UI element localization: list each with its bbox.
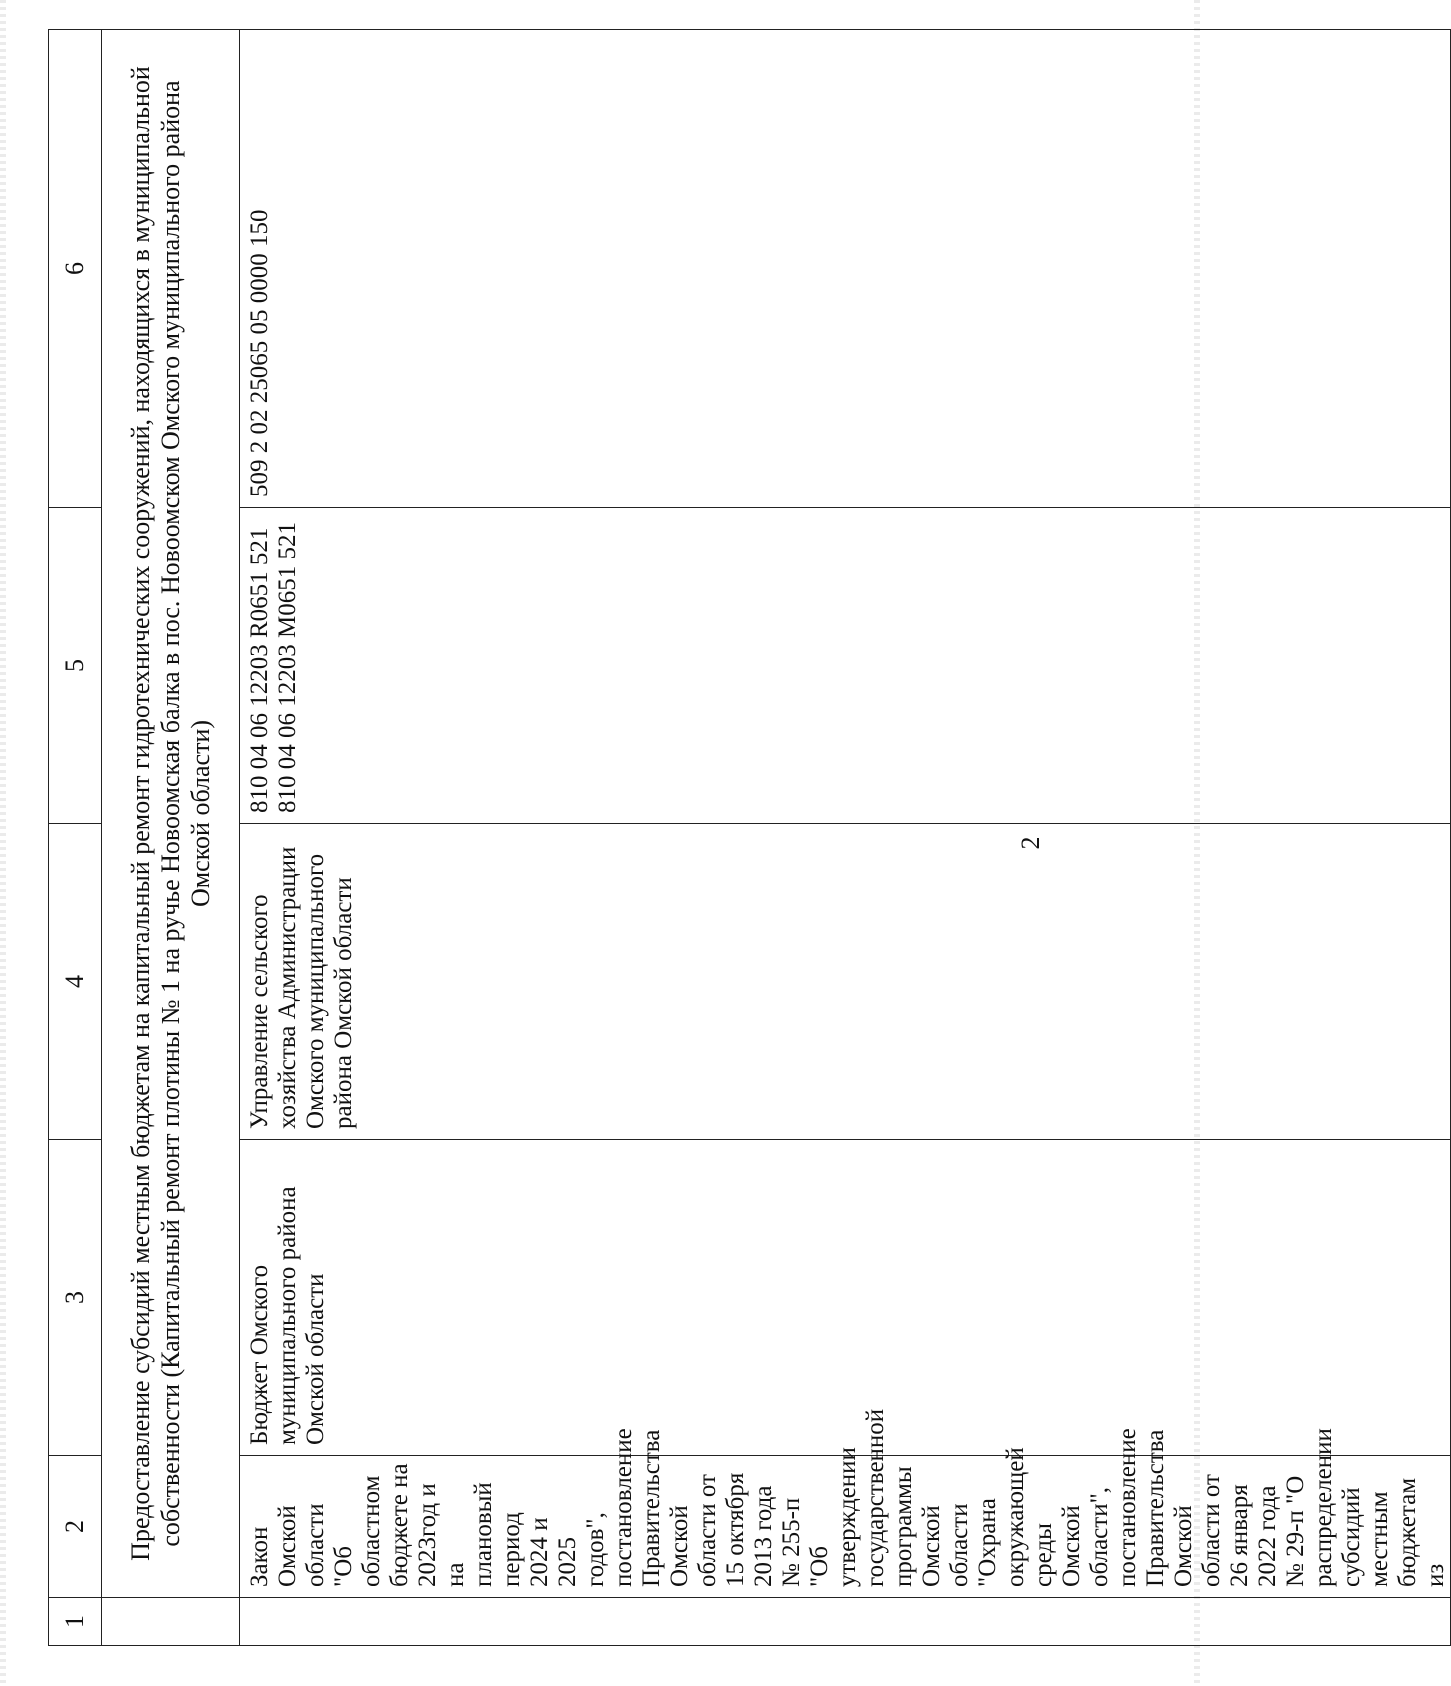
column-number-6: 6 <box>49 30 102 508</box>
column-number-2: 2 <box>49 1456 102 1598</box>
column-number-3: 3 <box>49 1140 102 1456</box>
budget-text: Бюджет Омского муниципального района Омской области <box>246 1186 329 1445</box>
column-number-4: 4 <box>49 824 102 1140</box>
title-row-number-cell <box>102 1598 240 1646</box>
revenue-code-cell <box>240 30 1451 508</box>
legal-basis-cell <box>240 1408 1451 1598</box>
expense-code-2: 810 04 06 12203 M0651 521 <box>274 522 301 813</box>
administrator-cell <box>240 824 1451 1140</box>
budget-table <box>48 29 1451 1646</box>
row-number-cell <box>240 1598 1451 1646</box>
section-title: Предоставление субсидий местным бюджетам на капитальный ремонт гидротехнических сооружений, находящихся в муниципальной собственности (Капитальный ремонт плотины № 1 на ручье Новоомская балка в пос. Новоомском Омского муниципального района Омской области) <box>102 30 240 1598</box>
administrator-text: Управление сельского хозяйства Администрации Омского муниципального района Омской области <box>246 846 357 1129</box>
column-number-5: 5 <box>49 508 102 824</box>
legal-basis-text: Закон Омской области "Об областном бюджете на 2023год и на плановый период 2024 и 2025 годов", постановление Правительства Омской области от 15 октября 2013 года № 255-п "Об утверждении государственной программы Омской области "Охрана окружающей среды Омской области", постановление Правительства Омской области от 26 января 2022 года № 29-п "О распределении субсидий местным бюджетам из <box>246 1408 1449 1587</box>
column-number-row <box>49 30 102 1646</box>
revenue-code-text: 509 2 02 25065 05 0000 150 <box>246 209 273 497</box>
expense-codes-cell <box>240 508 1451 824</box>
page-number: 2 <box>1016 836 1045 850</box>
budget-cell <box>240 1140 1451 1456</box>
expense-code-1: 810 04 06 12203 R0651 521 <box>246 527 273 813</box>
table-row <box>240 30 1451 1646</box>
column-number-1: 1 <box>49 1598 102 1646</box>
section-title-row <box>102 30 240 1646</box>
